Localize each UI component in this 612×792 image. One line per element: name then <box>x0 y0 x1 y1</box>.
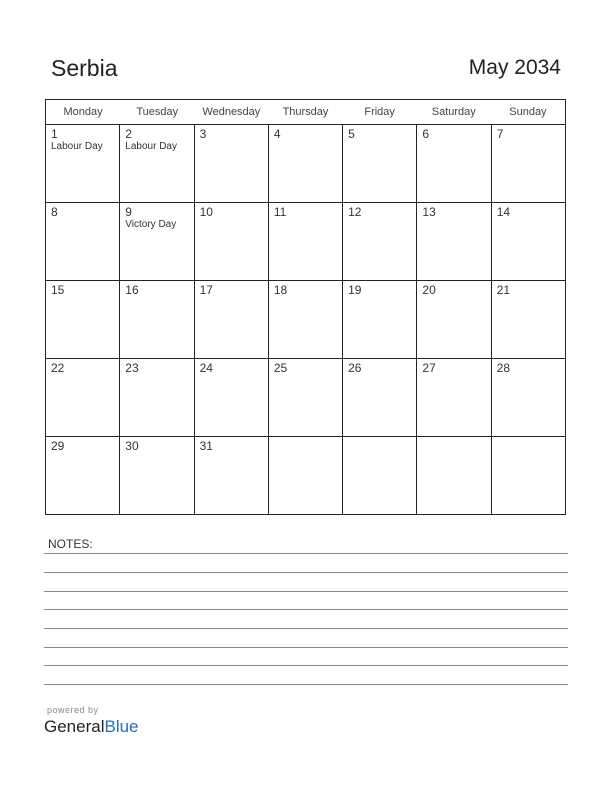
day-cell <box>195 359 269 436</box>
day-cell <box>46 125 120 202</box>
holiday-label: Labour Day <box>125 141 177 152</box>
day-cell <box>195 437 269 514</box>
day-cell <box>492 203 565 280</box>
day-cell <box>195 203 269 280</box>
weekday-sunday: Sunday <box>509 106 547 118</box>
day-number: 26 <box>348 361 362 375</box>
day-cell <box>492 359 565 436</box>
day-cell <box>269 125 343 202</box>
week-row <box>46 437 565 514</box>
day-number: 1 <box>51 127 58 141</box>
week-row <box>46 203 565 281</box>
weekday-header <box>46 100 565 125</box>
day-cell <box>417 125 491 202</box>
notes-line <box>44 665 568 666</box>
week-row <box>46 281 565 359</box>
country-title: Serbia <box>51 55 118 81</box>
powered-by-text: powered by <box>47 705 99 715</box>
notes-line <box>44 572 568 573</box>
day-number: 29 <box>51 439 65 453</box>
weekday-friday: Friday <box>364 106 395 118</box>
day-number: 28 <box>496 361 511 375</box>
weekday-tuesday: Tuesday <box>136 106 179 118</box>
day-cell <box>46 437 120 514</box>
brand-logo <box>44 717 139 737</box>
day-number: 5 <box>348 127 355 141</box>
brand-blue: Blue <box>104 717 139 736</box>
day-cell <box>120 281 194 358</box>
day-cell <box>195 125 269 202</box>
day-cell <box>120 437 194 514</box>
day-cell <box>46 281 120 358</box>
day-number: 11 <box>273 205 287 219</box>
day-number: 9 <box>125 205 132 219</box>
day-number: 27 <box>422 361 436 375</box>
calendar-grid <box>45 99 566 515</box>
day-cell <box>343 125 417 202</box>
day-cell <box>343 359 417 436</box>
day-number: 13 <box>422 205 436 219</box>
day-number: 30 <box>125 439 139 453</box>
day-cell <box>492 281 565 358</box>
holiday-label: Labour Day <box>51 141 103 152</box>
notes-label: NOTES: <box>48 537 93 551</box>
day-number: 31 <box>199 439 213 453</box>
day-cell <box>269 281 343 358</box>
day-cell <box>343 281 417 358</box>
day-number: 22 <box>51 361 65 375</box>
month-title: May 2034 <box>468 56 561 79</box>
day-cell <box>120 125 194 202</box>
day-number: 14 <box>496 205 511 219</box>
week-row <box>46 359 565 437</box>
day-cell <box>269 359 343 436</box>
weekday-monday: Monday <box>63 106 103 118</box>
weekday-thursday: Thursday <box>282 106 329 118</box>
day-number: 4 <box>273 127 281 141</box>
holiday-label: Victory Day <box>125 219 177 230</box>
notes-line <box>44 684 568 685</box>
notes-line <box>44 647 568 648</box>
notes-line <box>44 609 568 610</box>
day-number: 21 <box>496 283 511 297</box>
day-number: 2 <box>125 127 132 141</box>
day-number: 19 <box>348 283 362 297</box>
day-cell <box>492 437 565 514</box>
day-number: 25 <box>273 361 288 375</box>
notes-line <box>44 553 568 554</box>
day-number: 6 <box>422 127 430 141</box>
day-number: 20 <box>422 283 436 297</box>
day-cell <box>417 281 491 358</box>
day-cell <box>343 203 417 280</box>
notes-line <box>44 591 568 592</box>
weekday-saturday: Saturday <box>431 106 476 118</box>
day-number: 12 <box>348 205 362 219</box>
day-number: 24 <box>199 361 213 375</box>
day-number: 18 <box>273 283 288 297</box>
day-cell <box>46 359 120 436</box>
day-number: 10 <box>199 205 213 219</box>
day-number: 7 <box>496 127 504 141</box>
week-row <box>46 125 565 203</box>
day-number: 15 <box>51 283 65 297</box>
day-number: 8 <box>51 205 58 219</box>
brand-general: General <box>44 717 105 736</box>
day-number: 17 <box>199 283 213 297</box>
day-cell <box>417 359 491 436</box>
day-cell <box>492 125 565 202</box>
day-cell <box>343 437 417 514</box>
weekday-wednesday: Wednesday <box>202 106 261 118</box>
day-cell <box>120 359 194 436</box>
notes-line <box>44 628 568 629</box>
day-number: 3 <box>199 127 207 141</box>
day-cell <box>195 281 269 358</box>
day-cell <box>269 437 343 514</box>
day-cell <box>46 203 120 280</box>
day-cell <box>269 203 343 280</box>
day-cell <box>417 437 491 514</box>
day-number: 23 <box>125 361 139 375</box>
day-cell <box>417 203 491 280</box>
day-number: 16 <box>125 283 139 297</box>
day-cell <box>120 203 194 280</box>
